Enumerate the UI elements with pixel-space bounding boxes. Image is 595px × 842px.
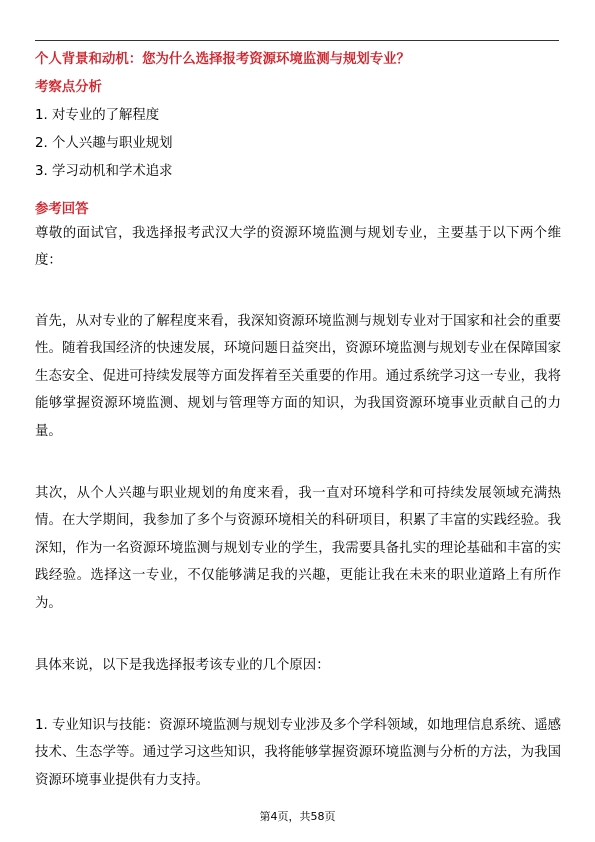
analysis-heading: 考察点分析: [35, 80, 102, 95]
answer-paragraph-second: 其次，从个人兴趣与职业规划的角度来看，我一直对环境科学和可持续发展领域充满热情。在大学期间，我参加了多个与资源环境相关的科研项目，积累了丰富的实践经验。我深知，作为一名资源环境监测与规划专业的学生，我需要具备扎实的理论基础和丰富的实践经验。选择这一专业，不仅能够满足我的兴趣，更能让我在未来的职业道路上有所作为。: [35, 486, 561, 611]
analysis-point-3: 3. 学习动机和学术追求: [35, 164, 173, 179]
answer-paragraph-intro: 尊敬的面试官，我选择报考武汉大学的资源环境监测与规划专业，主要基于以下两个维度：: [35, 226, 561, 269]
analysis-point-2: 2. 个人兴趣与职业规划: [35, 136, 173, 151]
answer-paragraph-reasons-intro: 具体来说，以下是我选择报考该专业的几个原因：: [35, 658, 330, 673]
analysis-point-1: 1. 对专业的了解程度: [35, 108, 160, 123]
question-title: 个人背景和动机：您为什么选择报考资源环境监测与规划专业？: [35, 52, 410, 67]
page-number: 第4页，共58页: [259, 810, 336, 823]
answer-paragraph-first: 首先，从对专业的了解程度来看，我深知资源环境监测与规划专业对于国家和社会的重要性。随着我国经济的快速发展，环境问题日益突出，资源环境监测与规划专业在保障国家生态安全、促进可持续发展等方面发挥着至关重要的作用。通过系统学习这一专业，我将能够掌握资源环境监测、规划与管理等方面的知识，为我国资源环境事业贡献自己的力量。: [35, 314, 561, 439]
answer-heading: 参考回答: [35, 202, 89, 217]
header-rule: [35, 40, 559, 41]
answer-paragraph-reason-1: 1. 专业知识与技能：资源环境监测与规划专业涉及多个学科领域，如地理信息系统、遥感技术、生态学等。通过学习这些知识，我将能够掌握资源环境监测与分析的方法，为我国资源环境事业提供有力支持。: [35, 718, 561, 788]
